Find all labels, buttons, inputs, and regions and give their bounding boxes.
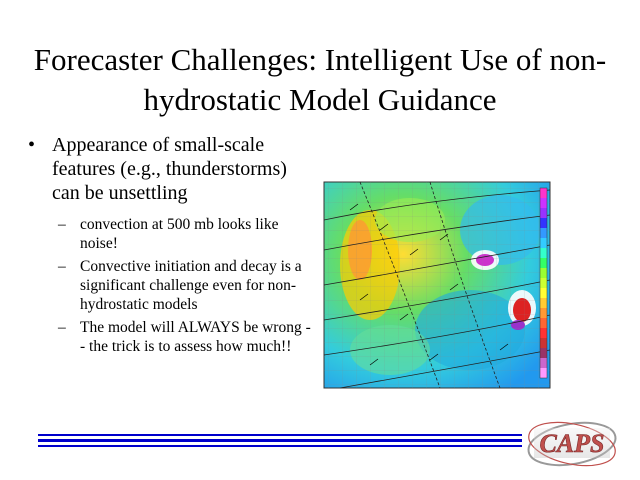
sub-bullet-text: Convective initiation and decay is a significant challenge even for non-hydrostatic models [80, 258, 302, 313]
bullet-list [28, 133, 318, 360]
sub-bullet-item [28, 257, 312, 314]
rule-line [38, 445, 522, 447]
color-scale-bar [540, 188, 547, 378]
slide-title: Forecaster Challenges: Intelligent Use of non-hydrostatic Model Guidance [33, 42, 607, 117]
svg-text:CAPS: CAPS [539, 429, 605, 458]
sub-bullet-item [28, 215, 312, 253]
sub-bullet-item [28, 318, 312, 356]
bullet-marker: • [28, 134, 36, 156]
model-output-map-image [300, 160, 635, 408]
caps-logo [524, 414, 620, 470]
sub-bullet-text: The model will ALWAYS be wrong -- the trick is to assess how much!! [80, 319, 311, 355]
rule-line [38, 434, 522, 436]
sub-bullet-list [28, 215, 318, 356]
bullet-text: Appearance of small-scale features (e.g., thunderstorms) can be unsettling [52, 134, 287, 204]
sub-bullet-text: convection at 500 mb looks like noise! [80, 216, 279, 252]
dash-marker: – [58, 216, 66, 233]
bullet-item [28, 133, 318, 205]
dash-marker: – [58, 319, 66, 336]
dash-marker: – [58, 258, 66, 275]
rule-line [38, 439, 522, 442]
